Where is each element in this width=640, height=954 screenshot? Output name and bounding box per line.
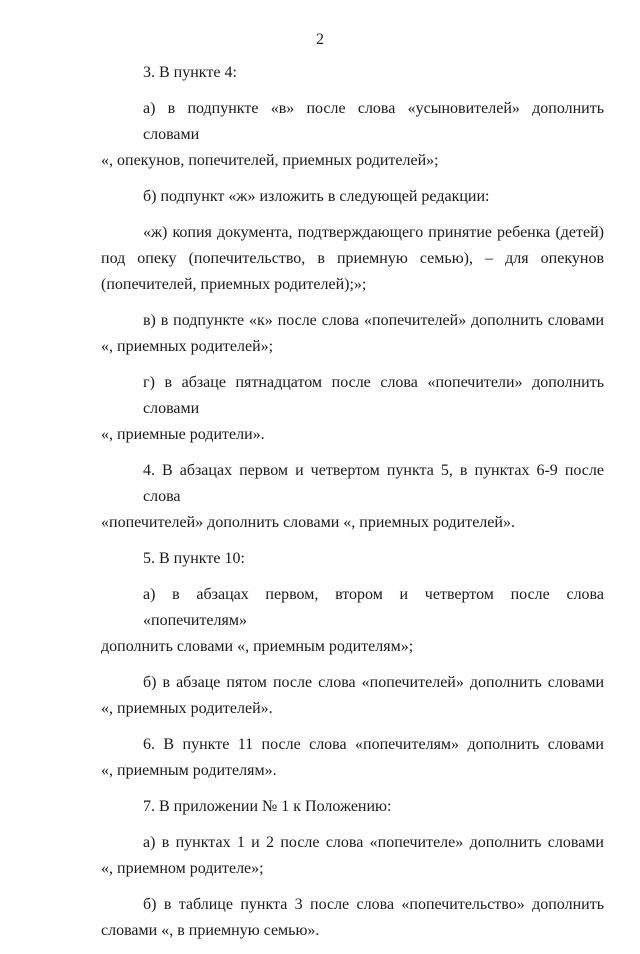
paragraph-line: а) в абзацах первом, втором и четвертом после слова «попечителям»	[143, 586, 604, 629]
paragraph-line: 6. В пункте 11 после слова «попечителям» дополнить словами	[143, 736, 604, 753]
paragraph-line: в) в подпункте «к» после слова «попечителей» дополнить словами	[143, 312, 604, 329]
paragraph-line: «, приемные родители».	[101, 426, 265, 443]
document-body	[101, 60, 604, 954]
paragraph-3b-text	[101, 220, 604, 298]
paragraph-5b	[101, 670, 604, 722]
paragraph-line: «, опекунов, попечителей, приемных родителей»;	[101, 152, 439, 169]
paragraph-line: дополнить словами «, приемным родителям»;	[101, 638, 414, 655]
paragraph-3a	[101, 96, 604, 174]
paragraph-line: г) в абзаце пятнадцатом после слова «попечители» дополнить словами	[143, 374, 604, 417]
paragraph-line: «, приемных родителей».	[101, 700, 273, 717]
paragraph-section-7	[101, 794, 604, 820]
paragraph-line: словами «, в приемную семью».	[101, 922, 320, 939]
paragraph-line: «, приемных родителей»;	[101, 338, 274, 355]
paragraph-line: «, приемном родителе»;	[101, 860, 264, 877]
page-number: 2	[316, 31, 324, 48]
paragraph-line: б) подпункт «ж» изложить в следующей редакции:	[143, 188, 490, 205]
paragraph-line: 3. В пункте 4:	[143, 64, 237, 81]
paragraph-line: «попечителей» дополнить словами «, приемных родителей».	[101, 514, 515, 531]
paragraph-line: б) в таблице пункта 3 после слова «попечительство» дополнить	[143, 896, 604, 913]
paragraph-line: б) в абзаце пятом после слова «попечителей» дополнить словами	[143, 674, 604, 691]
paragraph-3g	[101, 370, 604, 448]
paragraph-line: (попечителей, приемных родителей);»;	[101, 276, 367, 293]
paragraph-line: а) в пунктах 1 и 2 после слова «попечителе» дополнить словами	[143, 834, 604, 851]
paragraph-3b	[101, 184, 604, 210]
paragraph-5a	[101, 582, 604, 660]
paragraph-line: «, приемным родителям».	[101, 762, 277, 779]
paragraph-line: 4. В абзацах первом и четвертом пункта 5, в пунктах 6-9 после слова	[143, 462, 604, 505]
paragraph-section-6	[101, 732, 604, 784]
paragraph-7b	[101, 892, 604, 944]
paragraph-section-4	[101, 458, 604, 536]
paragraph-line: «ж) копия документа, подтверждающего принятие ребенка (детей)	[143, 224, 604, 241]
paragraph-line: а) в подпункте «в» после слова «усыновителей» дополнить словами	[143, 100, 604, 143]
paragraph-line: 5. В пункте 10:	[143, 550, 245, 567]
paragraph-section-5	[101, 546, 604, 572]
paragraph-line: под опеку (попечительство, в приемную семью), – для опекунов	[101, 250, 604, 267]
paragraph-section-3	[101, 60, 604, 86]
paragraph-7a	[101, 830, 604, 882]
paragraph-3v	[101, 308, 604, 360]
paragraph-line: 7. В приложении № 1 к Положению:	[143, 798, 392, 815]
